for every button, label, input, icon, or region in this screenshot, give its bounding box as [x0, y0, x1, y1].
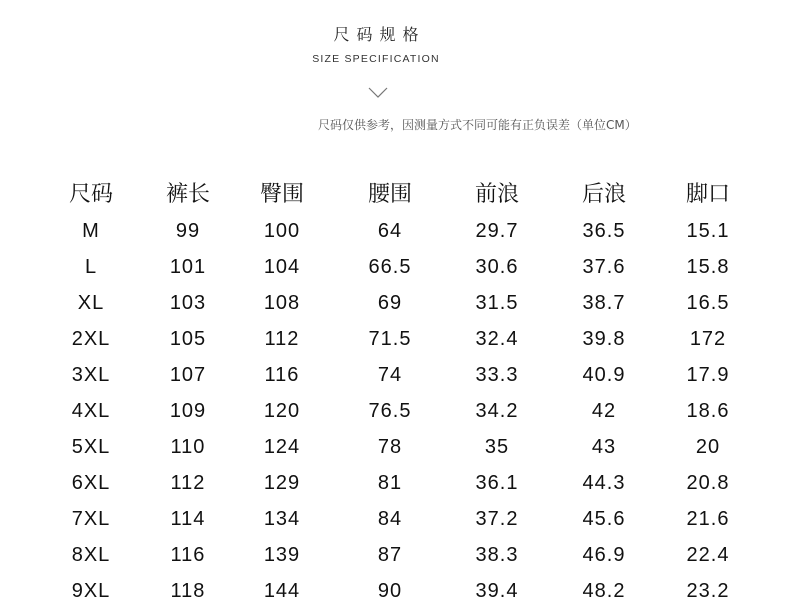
table-cell: 84 — [377, 508, 403, 530]
table-cell: 66.5 — [368, 256, 412, 278]
table-cell: 18.6 — [686, 400, 730, 422]
page-subtitle: SIZE SPECIFICATION — [312, 53, 440, 65]
table-cell: 15.8 — [686, 256, 730, 278]
table-cell: 15.1 — [686, 220, 730, 242]
size-label-cell: 2XL — [71, 328, 111, 350]
table-row — [0, 291, 790, 315]
size-label-cell: 6XL — [71, 472, 111, 494]
table-cell: 74 — [377, 364, 403, 386]
size-label-cell: 5XL — [71, 436, 111, 458]
table-cell: 90 — [377, 580, 403, 602]
table-cell: 109 — [169, 400, 207, 422]
table-cell: 20 — [695, 436, 721, 458]
table-row — [0, 471, 790, 495]
table-row — [0, 543, 790, 567]
table-cell: 36.5 — [582, 220, 626, 242]
table-cell: 71.5 — [368, 328, 412, 350]
page-title: 尺码规格 — [333, 25, 426, 44]
table-cell: 35 — [484, 436, 510, 458]
size-label-cell: 7XL — [71, 508, 111, 530]
table-cell: 39.8 — [582, 328, 626, 350]
table-cell: 116 — [264, 364, 300, 386]
table-cell: 38.7 — [582, 292, 626, 314]
table-cell: 172 — [689, 328, 727, 350]
table-cell: 21.6 — [686, 508, 730, 530]
column-header: 后浪 — [581, 182, 626, 207]
table-row — [0, 219, 790, 243]
table-cell: 104 — [263, 256, 301, 278]
table-cell: 22.4 — [686, 544, 730, 566]
column-header: 裤长 — [165, 182, 210, 207]
table-cell: 16.5 — [686, 292, 730, 314]
table-row — [0, 579, 790, 603]
table-cell: 129 — [263, 472, 301, 494]
table-cell: 38.3 — [475, 544, 519, 566]
table-cell: 36.1 — [475, 472, 519, 494]
column-header: 臀围 — [259, 182, 304, 207]
size-label-cell: 3XL — [71, 364, 111, 386]
column-header: 前浪 — [474, 182, 519, 207]
table-cell: 37.6 — [582, 256, 626, 278]
table-cell: 78 — [377, 436, 403, 458]
table-cell: 100 — [263, 220, 301, 242]
table-cell: 48.2 — [582, 580, 626, 602]
size-label-cell: L — [84, 256, 98, 278]
table-cell: 39.4 — [475, 580, 519, 602]
table-cell: 118 — [170, 580, 206, 602]
table-cell: 99 — [175, 220, 201, 242]
table-cell: 87 — [377, 544, 403, 566]
table-cell: 124 — [263, 436, 301, 458]
table-row — [0, 363, 790, 387]
table-cell: 23.2 — [686, 580, 730, 602]
table-cell: 64 — [377, 220, 403, 242]
size-label-cell: 4XL — [71, 400, 111, 422]
table-row — [0, 435, 790, 459]
size-label-cell: M — [82, 220, 100, 242]
column-header: 脚口 — [685, 182, 730, 207]
table-row — [0, 327, 790, 351]
table-cell: 116 — [170, 544, 206, 566]
table-cell: 33.3 — [475, 364, 519, 386]
table-cell: 20.8 — [686, 472, 730, 494]
column-header: 腰围 — [367, 182, 412, 207]
table-cell: 110 — [170, 436, 206, 458]
table-row — [0, 255, 790, 279]
table-cell: 44.3 — [582, 472, 626, 494]
table-row — [0, 399, 790, 423]
table-cell: 120 — [263, 400, 301, 422]
table-cell: 69 — [377, 292, 403, 314]
table-cell: 40.9 — [582, 364, 626, 386]
table-cell: 76.5 — [368, 400, 412, 422]
table-cell: 112 — [264, 328, 300, 350]
column-header: 尺码 — [68, 182, 113, 207]
table-cell: 81 — [377, 472, 403, 494]
table-cell: 30.6 — [475, 256, 519, 278]
table-cell: 43 — [591, 436, 617, 458]
table-cell: 42 — [591, 400, 617, 422]
table-cell: 107 — [169, 364, 207, 386]
table-cell: 17.9 — [686, 364, 730, 386]
table-header-row — [0, 183, 790, 207]
table-cell: 31.5 — [475, 292, 519, 314]
table-cell: 108 — [263, 292, 301, 314]
measurement-note: 尺码仅供参考，因测量方式不同可能有正负误差（单位CM） — [318, 118, 637, 132]
table-cell: 112 — [170, 472, 206, 494]
size-label-cell: XL — [77, 292, 105, 314]
table-cell: 105 — [169, 328, 207, 350]
table-cell: 45.6 — [582, 508, 626, 530]
table-cell: 103 — [169, 292, 207, 314]
size-label-cell: 9XL — [71, 580, 111, 602]
size-label-cell: 8XL — [71, 544, 111, 566]
table-cell: 101 — [169, 256, 207, 278]
table-cell: 34.2 — [475, 400, 519, 422]
table-cell: 134 — [263, 508, 301, 530]
table-cell: 139 — [263, 544, 301, 566]
table-cell: 32.4 — [475, 328, 519, 350]
table-cell: 144 — [263, 580, 301, 602]
table-cell: 46.9 — [582, 544, 626, 566]
table-row — [0, 507, 790, 531]
table-cell: 37.2 — [475, 508, 519, 530]
table-cell: 114 — [170, 508, 206, 530]
table-cell: 29.7 — [475, 220, 519, 242]
